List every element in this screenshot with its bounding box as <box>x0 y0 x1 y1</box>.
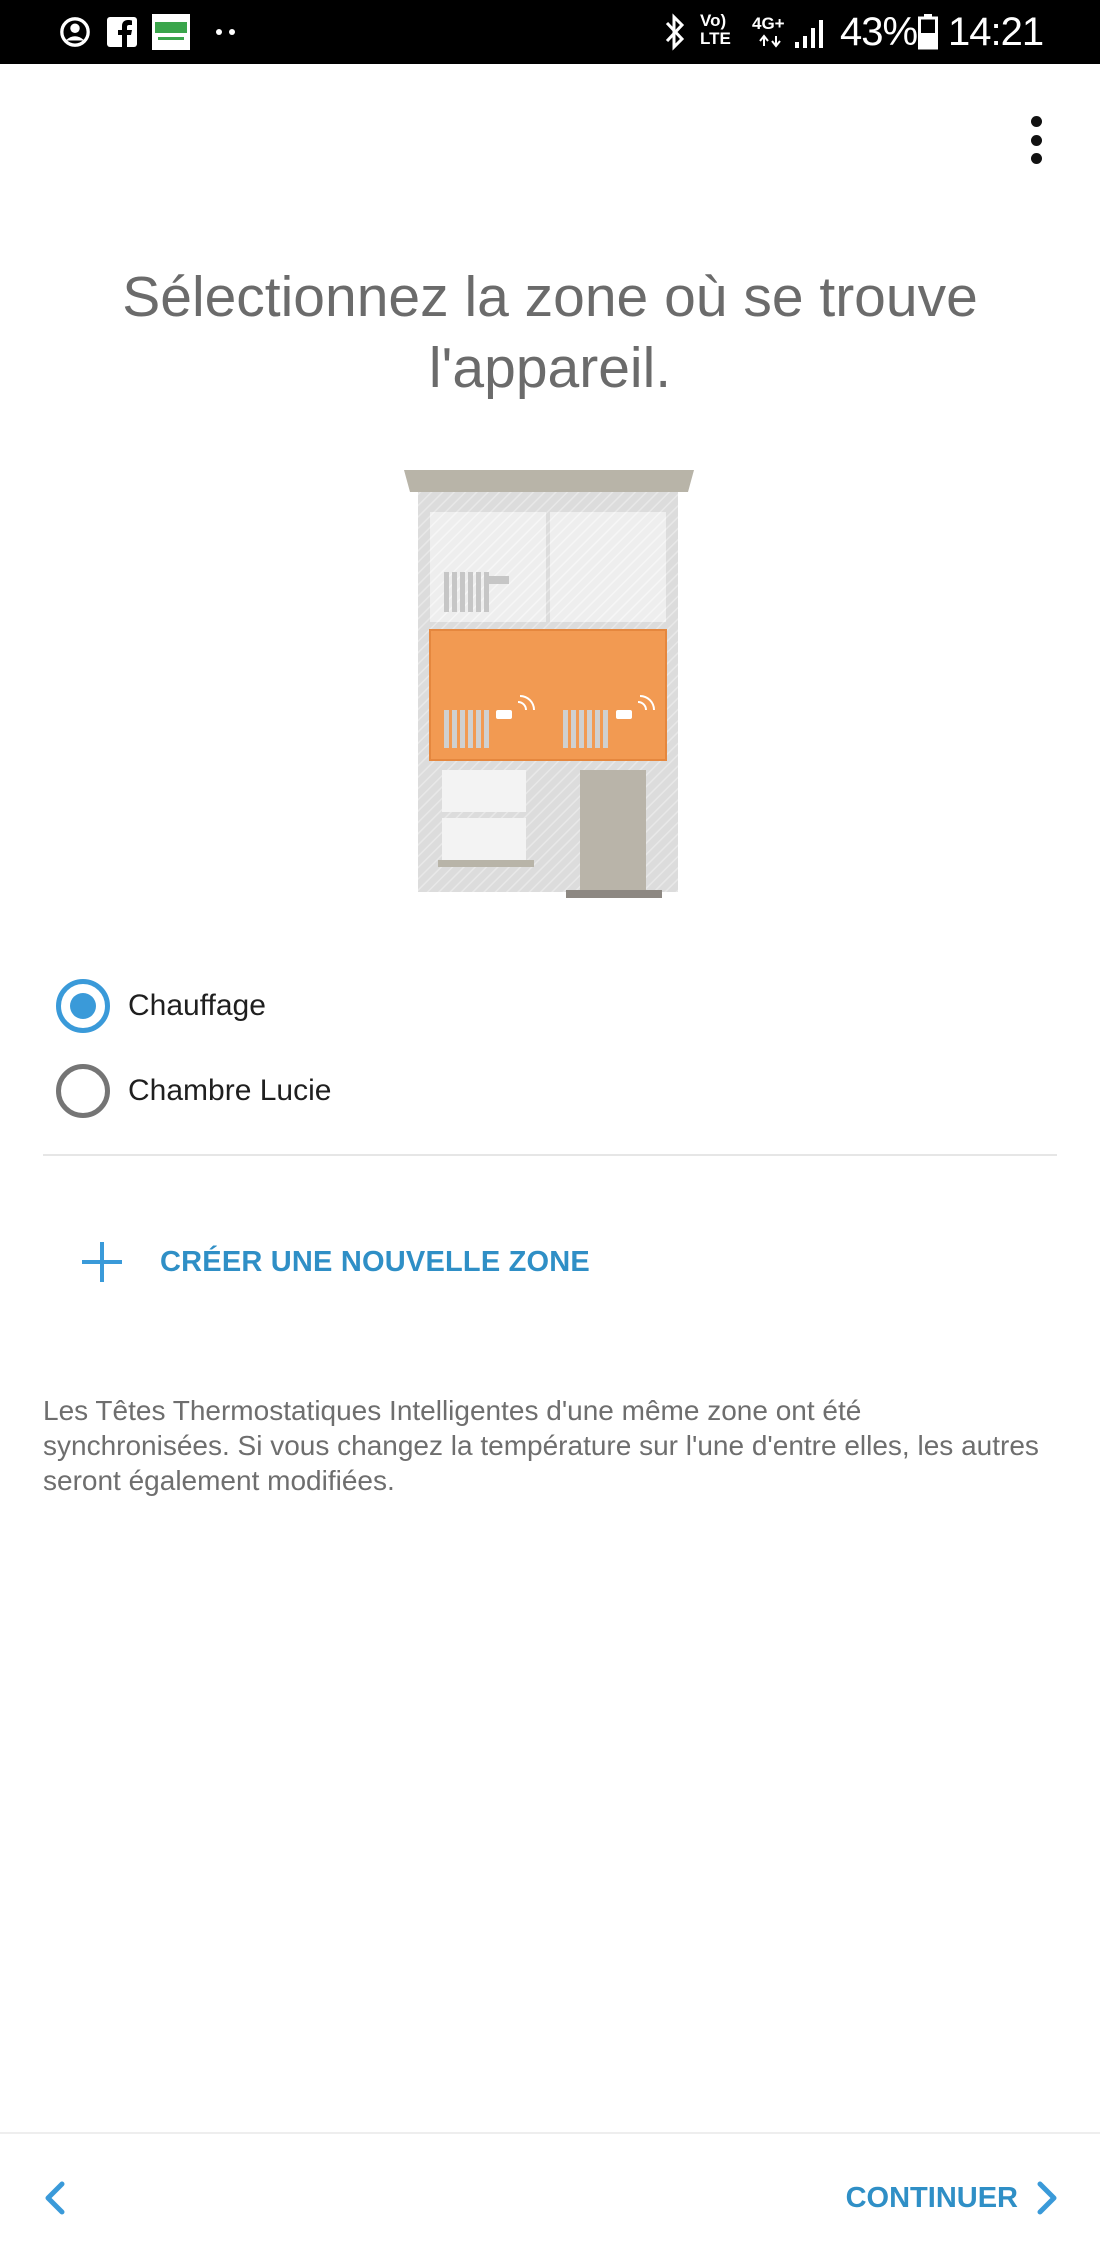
volte-indicator: Vo) LTE <box>700 11 731 48</box>
zone-label: Chambre Lucie <box>128 1074 332 1107</box>
house-with-heated-zone-illustration <box>400 466 700 902</box>
chevron-right-icon <box>1032 2176 1060 2220</box>
zone-option-chauffage[interactable] <box>56 976 956 1036</box>
create-new-zone-button[interactable] <box>82 1235 590 1289</box>
radio-unselected-icon[interactable] <box>56 1064 110 1118</box>
account-circle-icon <box>58 16 92 48</box>
battery-percent: 43% <box>840 10 918 54</box>
clock: 14:21 <box>948 10 1044 54</box>
status-bar <box>0 0 1100 64</box>
radio-selected-icon[interactable] <box>56 979 110 1033</box>
facebook-icon <box>106 16 138 48</box>
zone-option-chambre-lucie[interactable] <box>56 1061 956 1121</box>
continue-label: CONTINUER <box>845 2181 1018 2214</box>
menu-dot <box>1031 153 1042 164</box>
page-title: Sélectionnez la zone où se trouve l'appareil. <box>122 265 978 400</box>
data-arrows-icon <box>756 34 786 48</box>
divider <box>43 1154 1057 1156</box>
battery-icon <box>918 14 938 50</box>
info-text: Les Têtes Thermostatiques Intelligentes d'une même zone ont été synchronisées. Si vous changez la température sur l'une d'entre elles, les autres seront également modifiées. <box>43 1395 1039 1496</box>
create-new-zone-label: CRÉER UNE NOUVELLE ZONE <box>160 1245 590 1278</box>
lavenir-app-icon <box>152 14 190 50</box>
menu-dot <box>1031 116 1042 127</box>
signal-icon <box>793 14 829 50</box>
network-type-label: 4G+ <box>752 14 785 33</box>
menu-dot <box>1031 135 1042 146</box>
overflow-menu-icon[interactable] <box>1014 112 1058 168</box>
more-notifications-icon <box>213 16 239 48</box>
chevron-left-icon[interactable] <box>36 2176 76 2220</box>
bottom-divider <box>0 2132 1100 2134</box>
continue-button[interactable] <box>846 2176 1060 2220</box>
bluetooth-icon <box>662 12 688 52</box>
plus-icon <box>82 1242 122 1282</box>
zone-label: Chauffage <box>128 989 266 1022</box>
